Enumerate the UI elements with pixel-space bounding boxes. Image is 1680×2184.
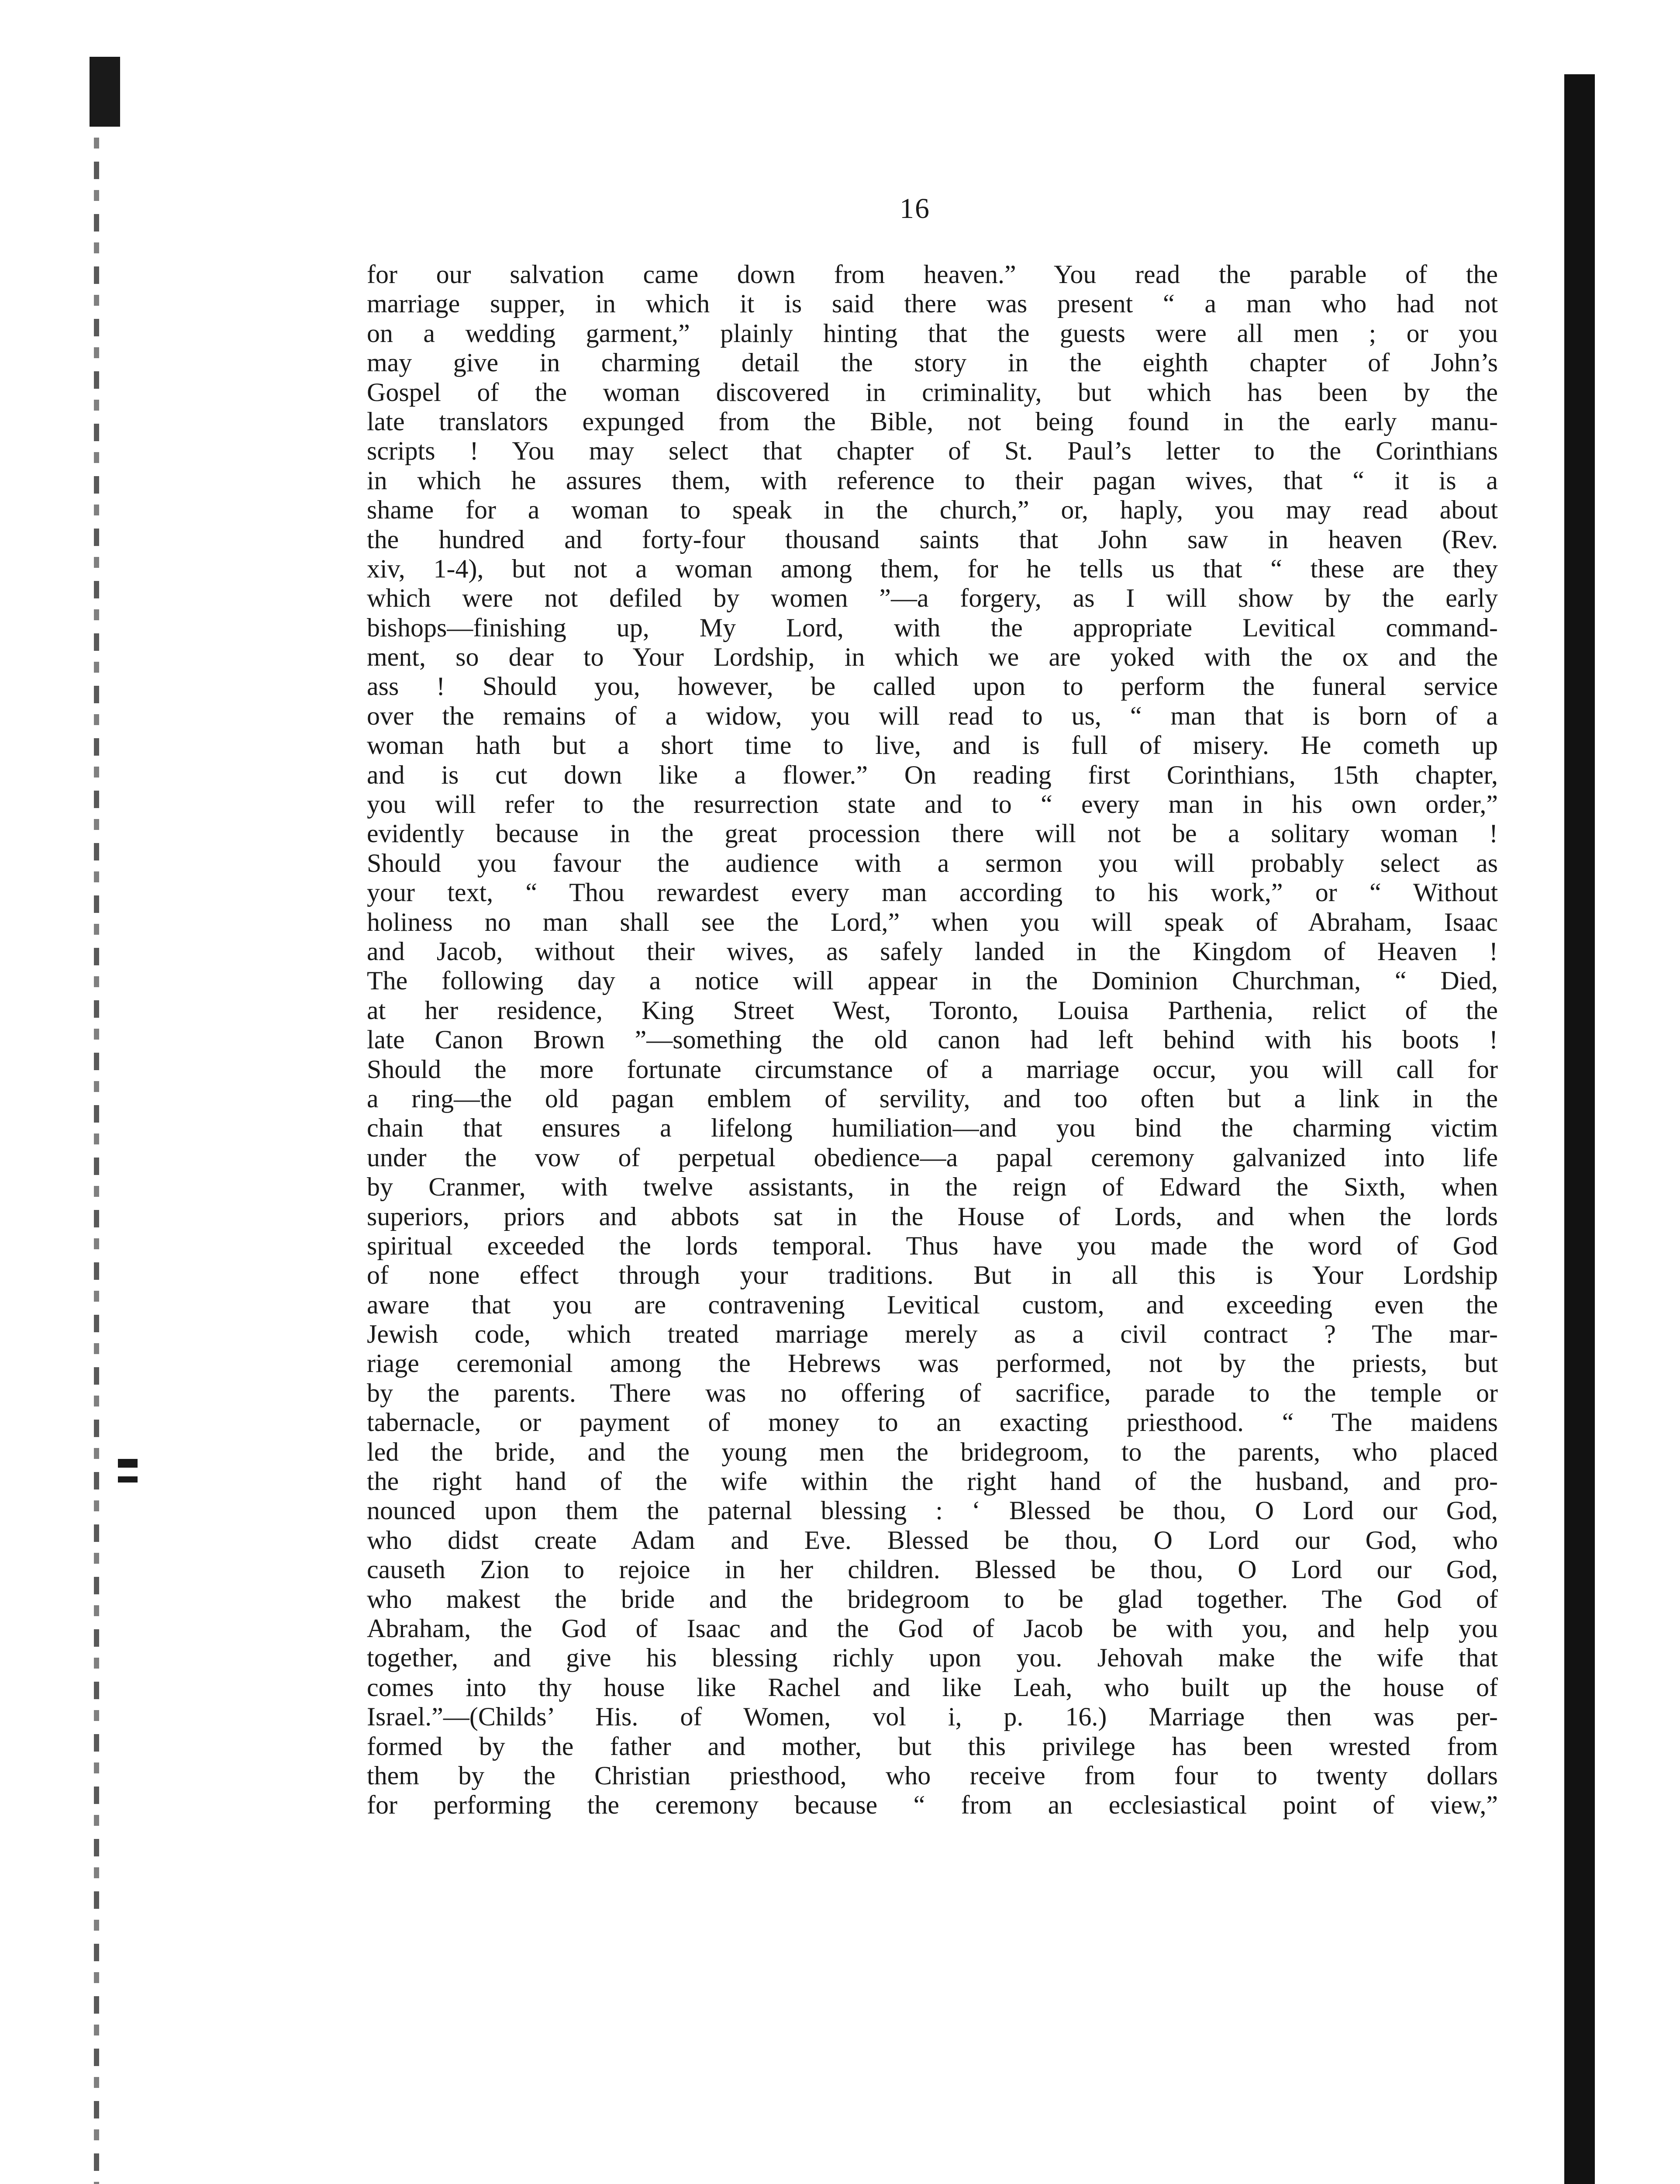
text-line: at her residence, King Street West, Toronto, Louisa Parthenia, relict of the [367,995,1498,1025]
text-line: ass ! Should you, however, be called upon to perform the funeral service [367,672,1498,701]
text-line: for performing the ceremony because “ from an ecclesiastical point of view,” [367,1790,1498,1820]
text-line: and is cut down like a flower.” On reading first Corinthians, 15th chapter, [367,760,1498,789]
text-line: together, and give his blessing richly upon you. Jehovah make the wife that [367,1643,1498,1673]
text-line: aware that you are contravening Levitical custom, and exceeding even the [367,1290,1498,1319]
text-line: comes into thy house like Rachel and like Leah, who built up the house of [367,1673,1498,1702]
text-line: bishops—finishing up, My Lord, with the appropriate Levitical command- [367,613,1498,642]
text-line: which were not defiled by women ”—a forgery, as I will show by the early [367,584,1498,613]
text-line: formed by the father and mother, but this privilege has been wrested from [367,1731,1498,1761]
text-line: Abraham, the God of Isaac and the God of Jacob be with you, and help you [367,1614,1498,1643]
text-line: Jewish code, which treated marriage merely as a civil contract ? The mar- [367,1320,1498,1349]
text-line: you will refer to the resurrection state and to “ every man in his own order,” [367,790,1498,819]
text-line: who didst create Adam and Eve. Blessed be thou, O Lord our God, who [367,1525,1498,1555]
text-line: the right hand of the wife within the right hand of the husband, and pro- [367,1467,1498,1496]
text-line: superiors, priors and abbots sat in the House of Lords, and when the lords [367,1202,1498,1231]
text-line: for our salvation came down from heaven.” You read the parable of the [367,260,1498,289]
text-line: led the bride, and the young men the bridegroom, to the parents, who placed [367,1437,1498,1466]
text-line: chain that ensures a lifelong humiliation—and you bind the charming victim [367,1113,1498,1143]
text-line: on a wedding garment,” plainly hinting that the guests were all men ; or you [367,318,1498,348]
scan-mark-left [118,1459,138,1468]
scan-mark-left-2 [118,1476,138,1482]
text-line: ment, so dear to Your Lordship, in which we are yoked with the ox and the [367,643,1498,672]
text-line: evidently because in the great procession there will not be a solitary woman ! [367,819,1498,848]
text-line: a ring—the old pagan emblem of servility, and too often but a link in the [367,1084,1498,1113]
text-line: Gospel of the woman discovered in criminality, but which has been by the [367,377,1498,407]
text-line: marriage supper, in which it is said there was present “ a man who had not [367,289,1498,318]
text-line: of none effect through your traditions. But in all this is Your Lordship [367,1261,1498,1290]
text-line: the hundred and forty-four thousand saints that John saw in heaven (Rev. [367,525,1498,554]
scan-edge-right [1564,74,1595,2184]
text-line: Israel.”—(Childs’ His. of Women, vol i, p. 16.) Marriage then was per- [367,1702,1498,1731]
text-line: late translators expunged from the Bible, not being found in the early manu- [367,407,1498,436]
text-line: scripts ! You may select that chapter of St. Paul’s letter to the Corinthians [367,436,1498,466]
text-line: by the parents. There was no offering of sacrifice, parade to the temple or [367,1378,1498,1407]
text-line: tabernacle, or payment of money to an exacting priesthood. “ The maidens [367,1408,1498,1437]
text-line: xiv, 1-4), but not a woman among them, for he tells us that “ these are they [367,554,1498,583]
text-line: who makest the bride and the bridegroom to be glad together. The God of [367,1584,1498,1614]
scan-mark-top-left [90,57,120,127]
text-line: late Canon Brown ”—something the old canon had left behind with his boots ! [367,1025,1498,1054]
body-text [367,260,1498,1820]
text-line: nounced upon them the paternal blessing : ‘ Blessed be thou, O Lord our God, [367,1496,1498,1525]
text-line: in which he assures them, with reference to their pagan wives, that “ it is a [367,466,1498,495]
text-line: by Cranmer, with twelve assistants, in the reign of Edward the Sixth, when [367,1172,1498,1202]
text-line: them by the Christian priesthood, who receive from four to twenty dollars [367,1761,1498,1790]
scan-edge-left [94,57,99,2184]
text-line: woman hath but a short time to live, and is full of misery. He cometh up [367,731,1498,760]
text-line: Should the more fortunate circumstance of a marriage occur, you will call for [367,1054,1498,1084]
text-line: holiness no man shall see the Lord,” when you will speak of Abraham, Isaac [367,907,1498,936]
text-line: your text, “ Thou rewardest every man according to his work,” or “ Without [367,878,1498,907]
text-line: and Jacob, without their wives, as safely landed in the Kingdom of Heaven ! [367,936,1498,966]
text-line: shame for a woman to speak in the church,” or, haply, you may read about [367,495,1498,525]
text-line: spiritual exceeded the lords temporal. Thus have you made the word of God [367,1231,1498,1260]
text-line: under the vow of perpetual obedience—a papal ceremony galvanized into life [367,1143,1498,1172]
text-line: over the remains of a widow, you will read to us, “ man that is born of a [367,701,1498,730]
text-line: causeth Zion to rejoice in her children. Blessed be thou, O Lord our God, [367,1555,1498,1584]
text-line: riage ceremonial among the Hebrews was performed, not by the priests, but [367,1349,1498,1378]
page-number: 16 [900,193,930,225]
text-line: The following day a notice will appear in the Dominion Churchman, “ Died, [367,966,1498,995]
text-line: Should you favour the audience with a sermon you will probably select as [367,848,1498,878]
text-line: may give in charming detail the story in the eighth chapter of John’s [367,348,1498,377]
